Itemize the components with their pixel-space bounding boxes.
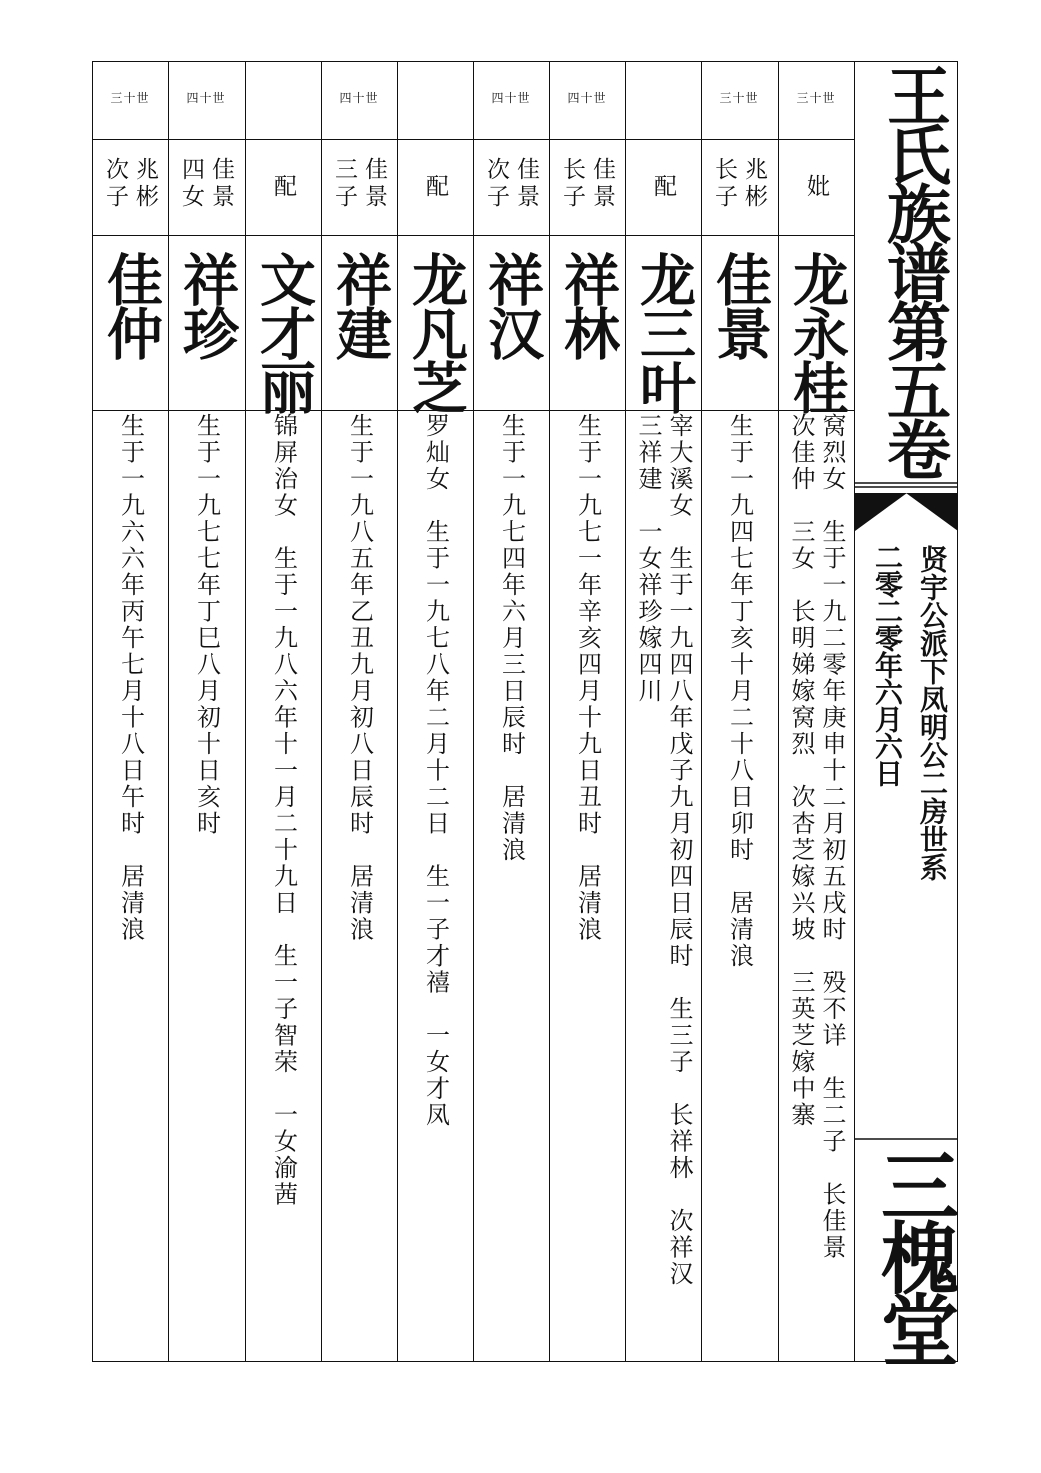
person-name: 佳景 [707,251,772,359]
person-name: 龙三叶 [631,251,696,413]
person-bio: 生于一九四七年丁亥十月二十八日卯时 居清浪 [725,413,754,970]
person-bio: 宰大溪女 生于一九四八年戊子九月初四日辰时 生三子 长祥林 次祥汉 三祥建 一女祥珍嫁四川 [634,413,693,1288]
person-column [168,61,244,1362]
person-name: 文才丽 [251,251,316,413]
book-title: 王氏族谱第五卷 [876,63,950,476]
person-bio: 窝烈女 生于一九二零年庚申十二月初五戌时 殁不详 生二子 长佳景 次佳仲 三女 长明娣嫁窝烈 次杏芝嫁兴坡 三英芝嫁中寨 [787,413,846,1261]
person-column [321,61,397,1362]
person-name: 祥林 [555,251,620,359]
branch-subtitle: 贤宇公派下凤明公二房世系 [916,545,949,881]
relation-label: 配 [422,173,448,201]
person-name: 祥汉 [479,251,544,359]
relation-label: 配 [650,173,676,201]
relation-label: 佳景 次子 [483,157,539,211]
relation-label: 兆彬 次子 [102,157,158,211]
person-name: 龙凡芝 [403,251,468,413]
relation-label: 妣 [803,173,829,201]
person-column [397,61,473,1362]
generation-label: 四十世 [567,91,607,105]
genealogy-sheet [92,61,958,1362]
person-column [549,61,625,1362]
person-bio: 生于一九七一年辛亥四月十九日丑时 居清浪 [573,413,602,943]
person-column [625,61,701,1362]
person-name: 佳仲 [98,251,163,359]
person-column [473,61,549,1362]
person-bio: 锦屏治女 生于一九八六年十一月二十九日 生一子智荣 一女渝茜 [269,413,298,1208]
person-bio: 生于一九六六年丙午七月十八日午时 居清浪 [116,413,145,943]
relation-label: 佳景 三子 [331,157,387,211]
person-bio: 生于一九七七年丁巳八月初十日亥时 [192,413,221,837]
person-name: 祥珍 [174,251,239,359]
generation-label: 四十世 [186,91,226,105]
person-name: 龙永桂 [784,251,849,413]
person-bio: 生于一九八五年乙丑九月初八日辰时 居清浪 [345,413,374,943]
hall-name: 三槐堂 [868,1146,958,1362]
corner-ornament-left [855,493,907,531]
generation-label: 三十世 [796,91,836,105]
relation-label: 兆彬 长子 [711,157,767,211]
person-column [245,61,321,1362]
generation-label: 三十世 [110,91,150,105]
person-column [778,61,854,1362]
person-name: 祥建 [327,251,392,359]
person-bio: 生于一九七四年六月三日辰时 居清浪 [497,413,526,864]
relation-label: 佳景 长子 [559,157,615,211]
relation-label: 佳景 四女 [178,157,234,211]
person-column [701,61,777,1362]
compile-date: 二零二零年六月六日 [871,543,904,786]
person-bio: 罗灿女 生于一九七八年二月十二日 生一子才禧 一女才凤 [421,413,450,1129]
generation-label: 四十世 [491,91,531,105]
person-column [92,61,168,1362]
generation-label: 四十世 [339,91,379,105]
corner-ornament-right [906,493,958,531]
relation-label: 配 [270,173,296,201]
generation-label: 三十世 [719,91,759,105]
